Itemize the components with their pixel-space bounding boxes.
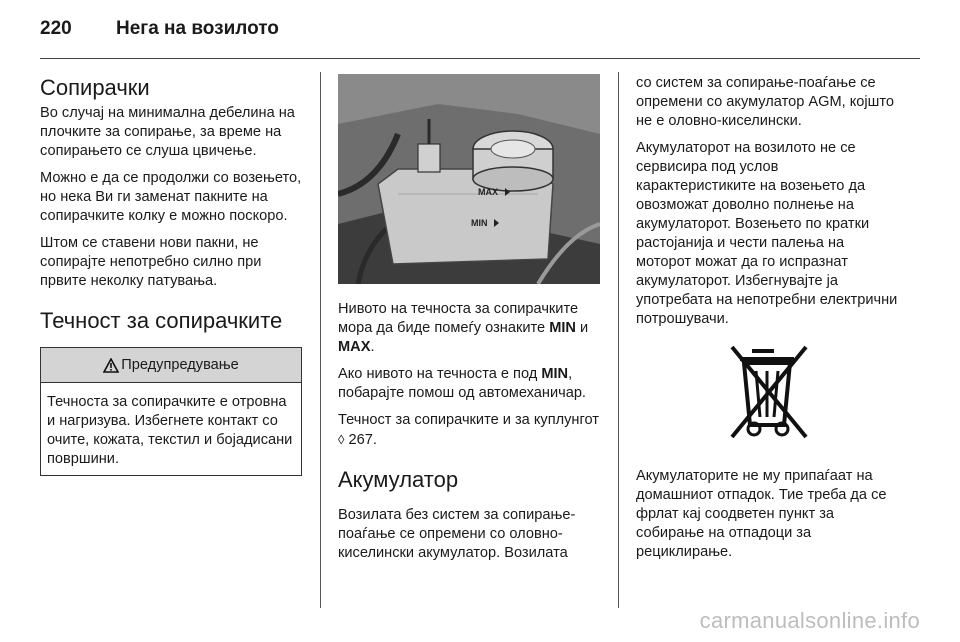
page-reference-link[interactable]: 267. <box>348 432 377 448</box>
header-rule <box>40 58 920 59</box>
min-label: MIN <box>471 218 488 228</box>
warning-triangle-icon <box>103 358 119 373</box>
page-reference-arrow-icon: ◊ <box>338 432 345 447</box>
page-number: 220 <box>40 18 72 39</box>
section-heading-brakes: Сопирачки <box>40 75 150 100</box>
section-heading-brake-fluid: Течност за сопирачките <box>40 308 283 333</box>
crossed-out-wheelie-bin-icon <box>724 337 814 447</box>
paragraph: Ако нивото на течноста е под MIN, побарајте помош од автомеханичар. <box>338 366 586 401</box>
warning-text: Течноста за сопирачките е отровна и нагризува. Избегнете контакт со очите, кожата, текстил и бојадисани површини. <box>47 394 293 467</box>
paragraph: Течност за сопирачките и за куплунгот ◊ 267. <box>338 412 599 448</box>
column-1 <box>40 74 302 476</box>
column-divider <box>320 72 321 608</box>
paragraph: Можно е да се продолжи со возењето, но нека Ви ги заменат пакните на сопирачките колку е можно поскоро. <box>40 170 302 224</box>
paragraph: Возилата без систем за сопирање-поаѓање се опремени со оловно-киселински акумулатор. Возилата <box>338 507 576 561</box>
max-label: MAX <box>478 187 498 197</box>
figure-caption: Нивото на течноста за сопирачките мора да биде помеѓу ознаките MIN и MAX. <box>338 301 589 355</box>
warning-header <box>41 348 301 383</box>
paragraph: Акумулаторите не му припаѓаат на домашниот отпадок. Тие треба да се фрлат кај соодветен пункт за собирање на отпадоци за рециклирање. <box>636 468 887 560</box>
column-2 <box>338 74 604 571</box>
column-divider <box>618 72 619 608</box>
paragraph: Во случај на минимална дебелина на плочките за сопирање, за време на сопирањето се слуша цвичење. <box>40 105 295 159</box>
paragraph: Акумулаторот на возилото не се сервисира под услов карактеристиките на возењето да овозможат доволно полнење на акумулаторот. Возењето по кратки растојанија и чести палења на моторот можат да го испразнат акумулаторот. Избегнувајте ја употребата на непотребни електрични потрошувачи. <box>636 140 898 327</box>
warning-title: Предупредување <box>121 356 239 373</box>
column-3 <box>636 74 902 570</box>
running-title: Нега на возилото <box>116 18 279 39</box>
brake-fluid-reservoir-photo <box>338 74 600 284</box>
watermark: carmanualsonline.info <box>699 608 920 633</box>
section-heading-battery: Акумулатор <box>338 467 459 492</box>
paragraph: со систем за сопирање-поаѓање се опремени со акумулатор AGM, којшто не е оловно-киселински. <box>636 75 894 129</box>
warning-box <box>40 347 302 476</box>
paragraph: Штом се ставени нови пакни, не сопирајте непотребно силно при првите неколку патувања. <box>40 235 262 289</box>
